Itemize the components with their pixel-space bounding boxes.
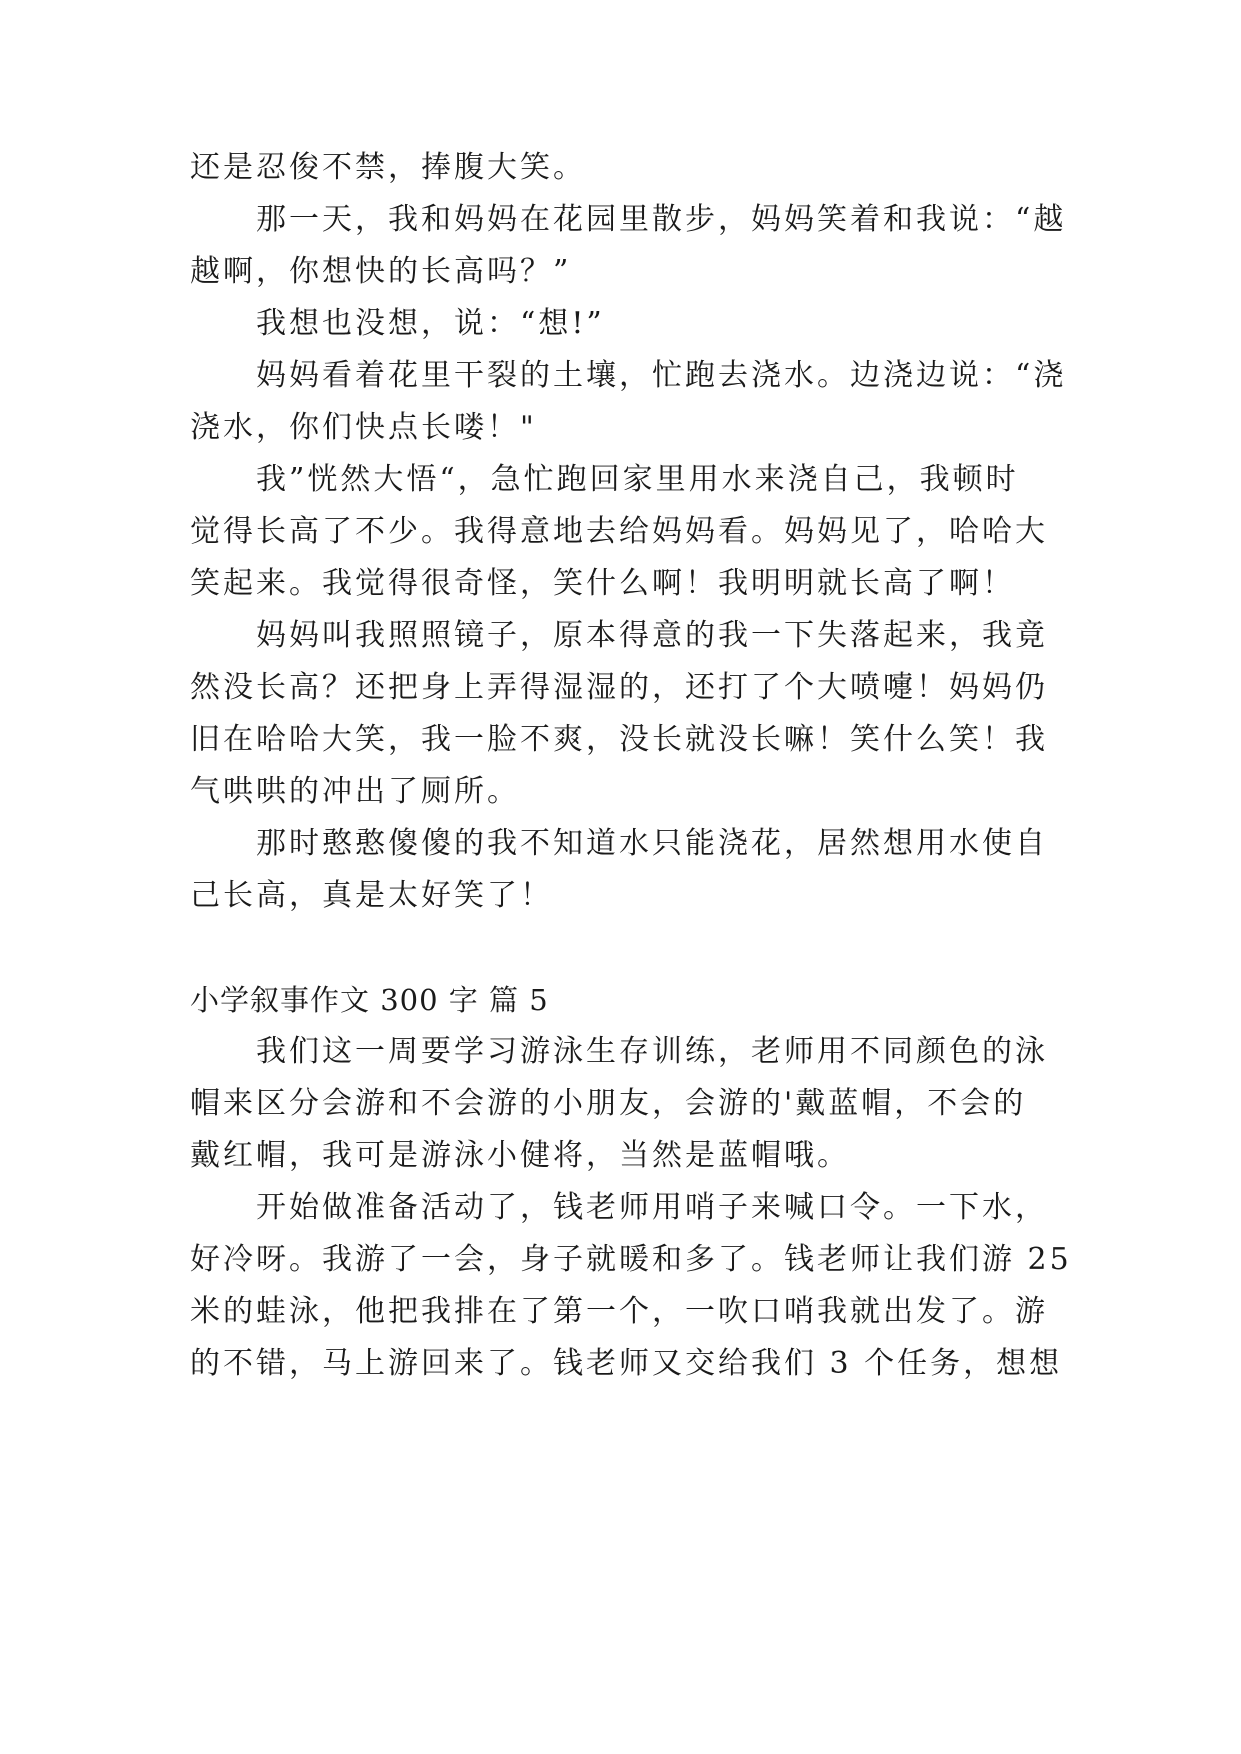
paragraph-start-line: 我”恍然大悟“，急忙跑回家里用水来浇自己，我顿时 [256, 462, 1019, 497]
section-heading: 小学叙事作文 300 字 篇 5 [190, 983, 549, 1017]
body-text-line: 觉得长高了不少。我得意地去给妈妈看。妈妈见了，哈哈大 [190, 514, 1048, 549]
body-text-line: 帽来区分会游和不会游的小朋友，会游的'戴蓝帽，不会的 [190, 1086, 1027, 1121]
paragraph-start-line: 我们这一周要学习游泳生存训练，老师用不同颜色的泳 [256, 1034, 1048, 1069]
body-text-line: 己长高，真是太好笑了！ [190, 878, 553, 913]
paragraph-start-line: 那时憨憨傻傻的我不知道水只能浇花，居然想用水使自 [256, 826, 1048, 861]
paragraph-start-line: 妈妈叫我照照镜子，原本得意的我一下失落起来，我竟 [256, 618, 1048, 653]
body-text-line: 浇水，你们快点长喽！" [190, 410, 537, 445]
paragraph-start-line: 妈妈看着花里干裂的土壤，忙跑去浇水。边浇边说：“浇 [256, 358, 1067, 393]
body-text-line: 米的蛙泳，他把我排在了第一个，一吹口哨我就出发了。游 [190, 1294, 1048, 1329]
paragraph-start-line: 我想也没想，说：“想!” [256, 306, 605, 341]
paragraph-start-line: 开始做准备活动了，钱老师用哨子来喊口令。一下水， [256, 1190, 1048, 1225]
body-text-line: 的不错，马上游回来了。钱老师又交给我们 3 个任务，想想 [190, 1346, 1063, 1381]
body-text-line: 气哄哄的冲出了厕所。 [190, 774, 520, 809]
body-text-line: 笑起来。我觉得很奇怪，笑什么啊！我明明就长高了啊！ [190, 566, 1015, 601]
body-text-line: 好冷呀。我游了一会，身子就暖和多了。钱老师让我们游 25 [190, 1242, 1072, 1277]
paragraph-start-line: 那一天，我和妈妈在花园里散步，妈妈笑着和我说：“越 [256, 202, 1067, 237]
body-text-line: 戴红帽，我可是游泳小健将，当然是蓝帽哦。 [190, 1138, 850, 1173]
body-text-line: 还是忍俊不禁，捧腹大笑。 [190, 150, 586, 185]
body-text-line: 越啊，你想快的长高吗？” [190, 254, 572, 289]
body-text-line: 然没长高？还把身上弄得湿湿的，还打了个大喷嚏！妈妈仍 [190, 670, 1048, 705]
body-text-line: 旧在哈哈大笑，我一脸不爽，没长就没长嘛！笑什么笑！我 [190, 722, 1048, 757]
